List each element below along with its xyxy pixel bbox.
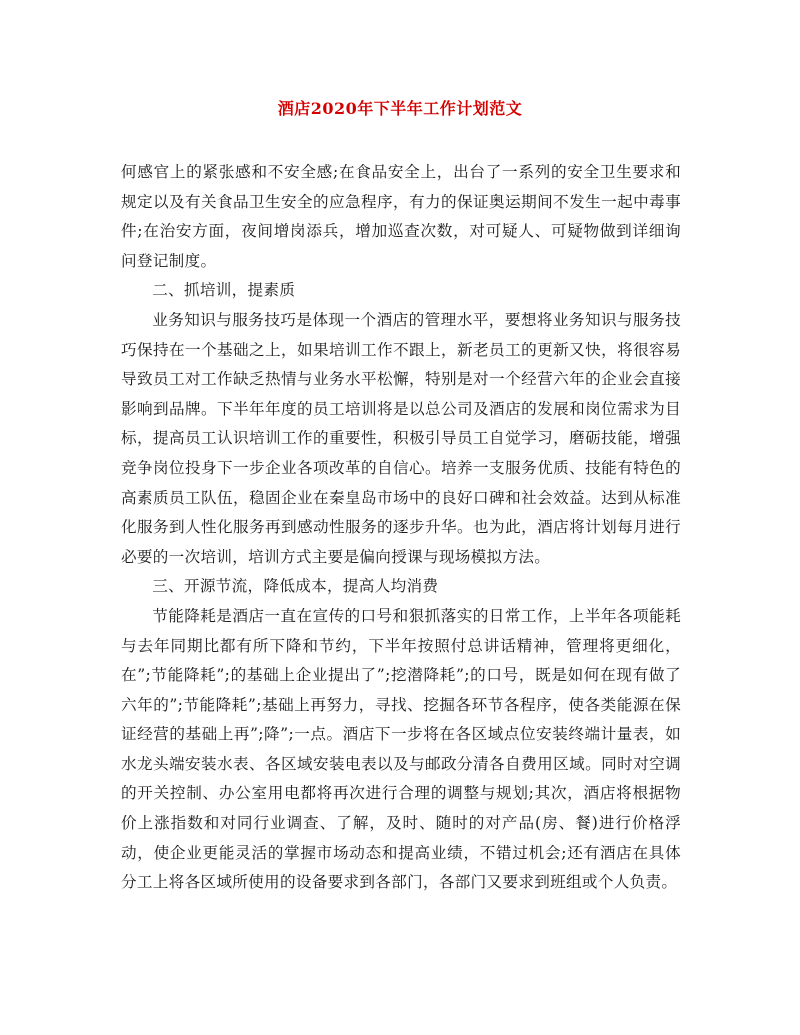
paragraph-training: 业务知识与服务技巧是体现一个酒店的管理水平，要想将业务知识与服务技巧保持在一个基础之上，如果培训工作不跟上，新老员工的更新又快，将很容易导致员工对工作缺乏热情与业务水平松懈，特别是对一个经营六年的企业会直接影响到品牌。下半年年度的员工培训将是以总公司及酒店的发展和岗位需求为目标，提高员工认识培训工作的重要性，积极引导员工自觉学习，磨砺技能，增强竞争岗位投身下一步企业各项改革的自信心。培养一支服务优质、技能有特色的高素质员工队伍，稳固企业在秦皇岛市场中的良好口碑和社会效益。达到从标准化服务到人性化服务再到感动性服务的逐步升华。也为此，酒店将计划每月进行必要的一次培训，培训方式主要是偏向授课与现场模拟方法。 — [121, 310, 681, 566]
section-heading-training: 二、抓培训，提素质 — [152, 281, 296, 300]
section-heading-cost: 三、开源节流，降低成本，提高人均消费 — [152, 577, 439, 596]
document-body — [121, 158, 681, 898]
paragraph-continued: 何感官上的紧张感和不安全感;在食品安全上，出台了一系列的安全卫生要求和规定以及有关食品卫生安全的应急程序，有力的保证奥运期间不发生一起中毒事件;在治安方面，夜间增岗添兵，增加巡查次数，对可疑人、可疑物做到详细询问登记制度。 — [121, 163, 681, 270]
paragraph-cost: 节能降耗是酒店一直在宣传的口号和狠抓落实的日常工作，上半年各项能耗与去年同期比都有所下降和节约，下半年按照付总讲话精神，管理将更细化，在”;节能降耗”;的基础上企业提出了”;挖潜降耗”;的口号，既是如何在现有做了六年的”;节能降耗”;基础上再努力，寻找、挖掘各环节各程序，使各类能源在保证经营的基础上再”;降”;一点。酒店下一步将在各区域点位安装终端计量表，如水龙头端安装水表、各区域安装电表以及与邮政分清各自费用区域。同时对空调的开关控制、办公室用电都将再次进行合理的调整与规划;其次，酒店将根据物价上涨指数和对同行业调查、了解，及时、随时的对产品(房、餐)进行价格浮动，使企业更能灵活的掌握市场动态和提高业绩，不错过机会;还有酒店在具体分工上将各区域所使用的设备要求到各部门，各部门又要求到班组或个人负责。 — [121, 606, 681, 892]
page-title: 酒店2020年下半年工作计划范文 — [277, 99, 523, 118]
